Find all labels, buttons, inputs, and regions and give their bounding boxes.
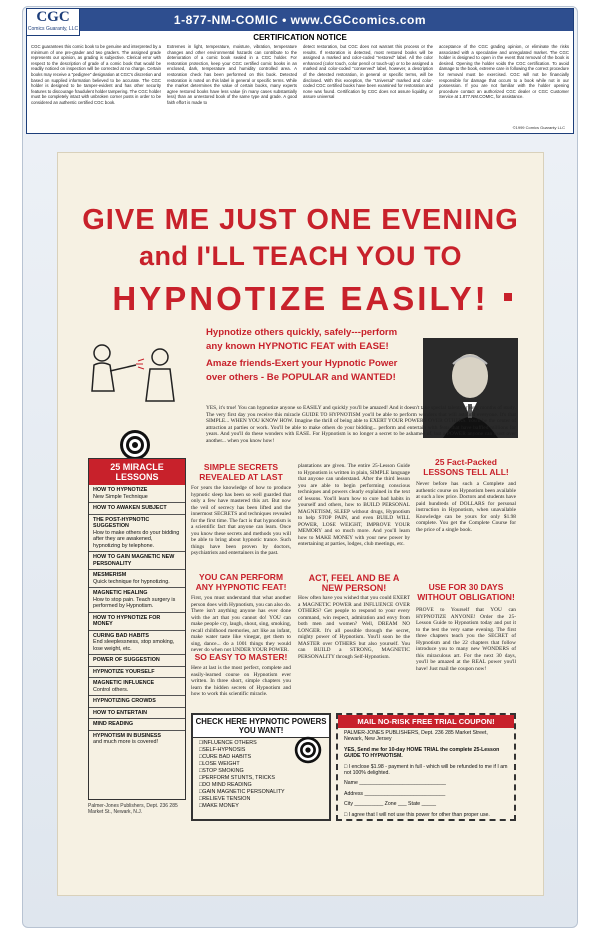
headline-line-2: and I'LL TEACH YOU TO [139, 241, 462, 271]
coupon-address: PALMER-JONES PUBLISHERS, Dept. 236 285 Market Street, Newark, New Jersey [344, 730, 488, 743]
list-item: CURING BAD HABITS End sleeplessness, stop smoking, lose weight, etc. [89, 631, 185, 656]
list-item: HOW TO HYPNOTIZE FOR MONEY [89, 613, 185, 631]
list-item: HOW TO AWAKEN SUBJECT [89, 503, 185, 515]
miracle-lessons-box [88, 458, 186, 800]
act-heading: ACT, FEEL AND BE A NEW PERSON! [308, 573, 400, 593]
label-header-bar [27, 9, 573, 31]
coupon-yes-text: YES, Send me for 10-day HOME TRIAL the complete 25-Lesson GUIDE TO HYPNOTISM. [344, 746, 500, 760]
check-powers-box [191, 713, 331, 821]
list-item: MAGNETIC HEALING How to stop pain. Teach surgery is performed by Hypnotism. [89, 588, 185, 613]
spiral-icon [118, 428, 152, 462]
perform-text: First, you must understand that what another person does with Hypnotism, you can also do. There isn't anything anyone has ever done with the art that you cannot do! YOU can make people cry, laugh, shout, sing, smoking, recall childhood memories, act like an infant, make water taste like vinegar, get them to sing, dance... do a 1001 things they would never do when not UNDER YOUR POWER. [191, 595, 291, 653]
check-item[interactable]: □ GAIN MAGNETIC PERSONALITY [193, 789, 329, 796]
cert-column-4: acceptance of the CGC grading opinion, or eliminate the risks associated with a speculative and unregulated market. The CGC holder is designed to open in the event that removal of the book is desired. Opening the holder voids the CGC certification. To avoid damage to the book, extreme care in following the correct procedure for removal must be exercised. CGC will not be financially responsible for damage that occurs to a book while not in our possession. If you are not familiar with the holder opening procedure contact an authorized CGC dealer or CGC Customer Service at 1.877.NM.COMIC, for assistance. [439, 44, 569, 100]
list-item: HYPNOTIZE YOURSELF [89, 667, 185, 679]
easy-text: Here at last is the most perfect, complete and easily-learned course on Hypnotism ever written. In three short, simple chapters you learn the hidden secrets of Hypnotism and how to work this scientific miracle. [191, 665, 291, 697]
label-contact: 1-877-NM-COMIC • www.CGCcomics.com [173, 13, 427, 27]
comic-back-cover [58, 153, 543, 895]
cert-column-2: Extremes in light, temperature, moisture, vibration, temperature changes and other environmental hazards can contribute to the deterioration of a comic book sealed in a CGC holder. For restoration protection, keep your CGC certified comic books in an enclosed, dark, temperature and humidity controlled area. A restoration check has been performed on this book. Detected restoration is noted on this label in general or specific terms. While the market determines the value of certain books, many experts agree restored books have less value (in many cases substantially less) than an unrestored book of the same type and grade. A good faith effort is made to [167, 44, 297, 105]
list-item: HOW TO ENTERTAIN [89, 708, 185, 720]
coupon-enclose-option[interactable]: □ I enclose $1.98 - payment in full - which will be refunded to me if I am not 100% delighted. [344, 763, 508, 777]
list-item: HYPNOTISM IN BUSINESS and much more is covered! [93, 732, 161, 745]
headline-line-3: HYPNOTIZE EASILY! [112, 280, 489, 317]
list-item: MAGNETIC INFLUENCE Control others. [89, 678, 185, 696]
list-item: MIND READING [89, 719, 185, 731]
spiral-icon [293, 735, 323, 765]
easy-heading: SO EASY TO MASTER! [194, 652, 288, 662]
coupon-agree-option[interactable]: □ I agree that I will not use this power for other than proper use. [344, 811, 490, 818]
list-item: HYPNOTIZING CROWDS [89, 696, 185, 708]
headline-line-1: GIVE ME JUST ONE EVENING [82, 204, 519, 236]
check-item[interactable]: □ DO MIND READING [193, 782, 329, 789]
lessons-title: 25 MIRACLE LESSONS [89, 459, 185, 485]
perform-heading: YOU CAN PERFORM ANY HYPNOTIC FEAT! [195, 572, 287, 592]
coupon-name-field[interactable]: Name ______________________________ [344, 780, 446, 787]
check-title: CHECK HERE HYPNOTIC POWERS YOU WANT! [193, 715, 329, 738]
secrets-text: For years the knowledge of how to produce hypnotic sleep has been so well guarded that only a few have mastered this art. But now the veil of secrecy has been lifted and the innermost SECRETS and techniques revealed for the first time. The fact is that hypnotism is a scientific fact that anyone can learn. Once you know these secrets and methods you will be able to bring about hypnotic trance. Such things have been proven by doctors, psychiatrists and entertainers in the past. [191, 485, 291, 556]
pitch-line-1: Hypnotize others quickly, safely---perform any known HYPNOTIC FEAT with EASE! [206, 327, 398, 352]
hypnotist-illustration-icon [80, 331, 190, 421]
check-item[interactable]: □ LOSE WEIGHT [193, 761, 329, 768]
cgc-logo-text: CGC [36, 9, 70, 25]
check-item[interactable]: □ STOP SMOKING [193, 768, 329, 775]
check-item[interactable]: □ MAKE MONEY [193, 803, 329, 810]
coupon-heading: MAIL NO-RISK FREE TRIAL COUPON! [338, 715, 514, 728]
pitch-text [206, 326, 414, 384]
check-item[interactable]: □ PERFORM STUNTS, TRICKS [193, 775, 329, 782]
check-item[interactable]: □ RELIEVE TENSION [193, 796, 329, 803]
pitch-line-2: Amaze friends-Exert your Hypnotic Power over others - Be POPULAR and WANTED! [206, 358, 398, 383]
cgc-label [26, 8, 574, 134]
label-copyright: ©1999 Comics Guaranty LLC [512, 125, 565, 130]
coupon-address-field[interactable]: Address ____________________________ [344, 790, 446, 797]
intro-text: YES, it's true! You can hypnotize anyone so EASILY and quickly you'll be amazed! And it doesn't take special talents or long months of study. The very first day you receive this miracle GUIDE TO HYPNOTISM you'll be able to perform wonders that will astound everyone. It's that SIMPLE... WHEN YOU KNOW HOW. Imagine the thrill of being able to EXERT YOUR POWERS OVER OTHERS. You'll be the center of attraction at parties or work. You'll be able to make others do your bidding... perform and entertain with feats that have baffled millions for years. And you'll do these wonders with EASE. For Hypnotism is no longer a secret to be ashamed of, but a POWER anyone can exert over another... when you know how! [206, 405, 516, 444]
list-item: HOW TO HYPNOTIZE New Simple Technique [89, 485, 185, 503]
list-item: POWER OF SUGGESTION [89, 655, 185, 667]
middle-text: plantations are given. The entire 25-Lesson Guide to Hypnotism is written in plain, SIMPLE language that anyone can understand. After the third lesson you are able to begin performing conscious techniques and powers clearly explained in the text of lessons. You'll learn how to cure bad habits in yourself and others, how to BUILD PERSONAL MAGNETISM, SLEEP without drugs, Hypnotism to help STOP PAIN, and even BUILD WILL POWER, LOSE WEIGHT, IMPROVE YOUR MEMORY and so much more. And you'll learn how to MAKE MONEY with your new power by entertaining at parties, lodges, club meetings, etc. [298, 463, 410, 547]
act-text: How often have you wished that you could EXERT a MAGNETIC POWER and INFLUENCE OVER OTHERS? Get people to respond to your every command, win respect, admiration and envy from both men and women? Well, DREAM NO LONGER. It's all possible through the secret, mighty power of Hypnotism. You'll soon be the MASTER over OTHERS but also yourself. You can BUILD a STRONG, MAGNETIC PERSONALITY through Self-Hypnotism. [298, 595, 410, 660]
headline-red-square [504, 293, 512, 301]
check-item[interactable]: □ INFLUENCE OTHERS [193, 740, 329, 747]
lessons-list [89, 485, 185, 748]
secrets-heading: SIMPLE SECRETS REVEALED AT LAST [199, 462, 283, 482]
publisher-footer: Palmer-Jones Publishers, Dept. 236 285 Market St., Newark, N.J. [88, 803, 178, 815]
trial-coupon[interactable] [336, 713, 516, 821]
list-item: THE POST-HYPNOTIC SUGGESTION How to make others do your bidding after they are awakened, hypnotizing by telephone. [89, 515, 185, 553]
trial-text: PROVE to Yourself that YOU can HYPNOTIZE ANYONE! Order the 25-Lesson Guide to Hypnotism today and put it to the test the very same evening. The first three chapters teach you the SECRET of Hypnotism and the 22 chapters that follow introduce you to many new WONDERS of this miraculous art. For the next 30 days, you'll be amazed at the REAL power you'll have! Just mail the coupon now! [416, 607, 516, 672]
certification-title: CERTIFICATION NOTICE [253, 33, 347, 42]
trial-heading: USE FOR 30 DAYS WITHOUT OBLIGATION! [417, 582, 515, 602]
certification-columns [27, 44, 573, 106]
cert-column-1: CGC guarantees this comic book to be genuine and interpreted by a minimum of one pre-grader and two graders. The assigned grade represents our opinion, as grading is subjective. Clerical error with respect to the description of grade of a comic book that would be readily noticed on inspection will be corrected at no charge. Certain books may receive a "pedigree" designation at CGC's discretion and based on supplied information believed to be accurate. The CGC holder is designed to be tamper-evident and has other security features to discourage fraudulent holder tampering. The CGC holder must be completely intact with unbroken corner posts in order to be considered an authentic certified CGC book. [31, 44, 161, 105]
list-item: MESMERISM Quick technique for hypnotizing. [89, 570, 185, 588]
check-item[interactable]: □ SELF-HYPNOSIS [193, 747, 329, 754]
list-item: HOW TO GAIN MAGNETIC NEW PERSONALITY [89, 552, 185, 570]
cgc-logo-subtext: Comics Guaranty, LLC [27, 26, 79, 32]
check-item[interactable]: □ CURE BAD HABITS [193, 754, 329, 761]
facts-heading: 25 Fact-Packed LESSONS TELL ALL! [423, 457, 509, 477]
coupon-city-field[interactable]: City __________ Zone ___ State _____ [344, 801, 437, 808]
facts-text: Never before has such a Complete and authentic course on Hypnotism been available at such a low price. Doctors and students have paid hundreds of DOLLARS for personal instruction in Hypnotism, when unavailable Knowledge can be yours for only $1.98 complete. You get the Complete Course for the price of a single book. [416, 481, 516, 533]
cert-column-3: detect restoration, but CGC does not warrant this process or the results. If restoration is detected, most restored books will be assigned a marked and color-coded "restored" label. All the color enhanced (color touch, color pencil or touch-up) or to be assigned a marked and color-coded "conserved" label, however, a description of the detected restoration, in general or specific terms, will be disclosed. With this exception, the "Universal" marked and color-coded CGC certified books have been examined for restoration and none was found. Certification by CGC does not assure liquidity, or assure universal [303, 44, 433, 100]
